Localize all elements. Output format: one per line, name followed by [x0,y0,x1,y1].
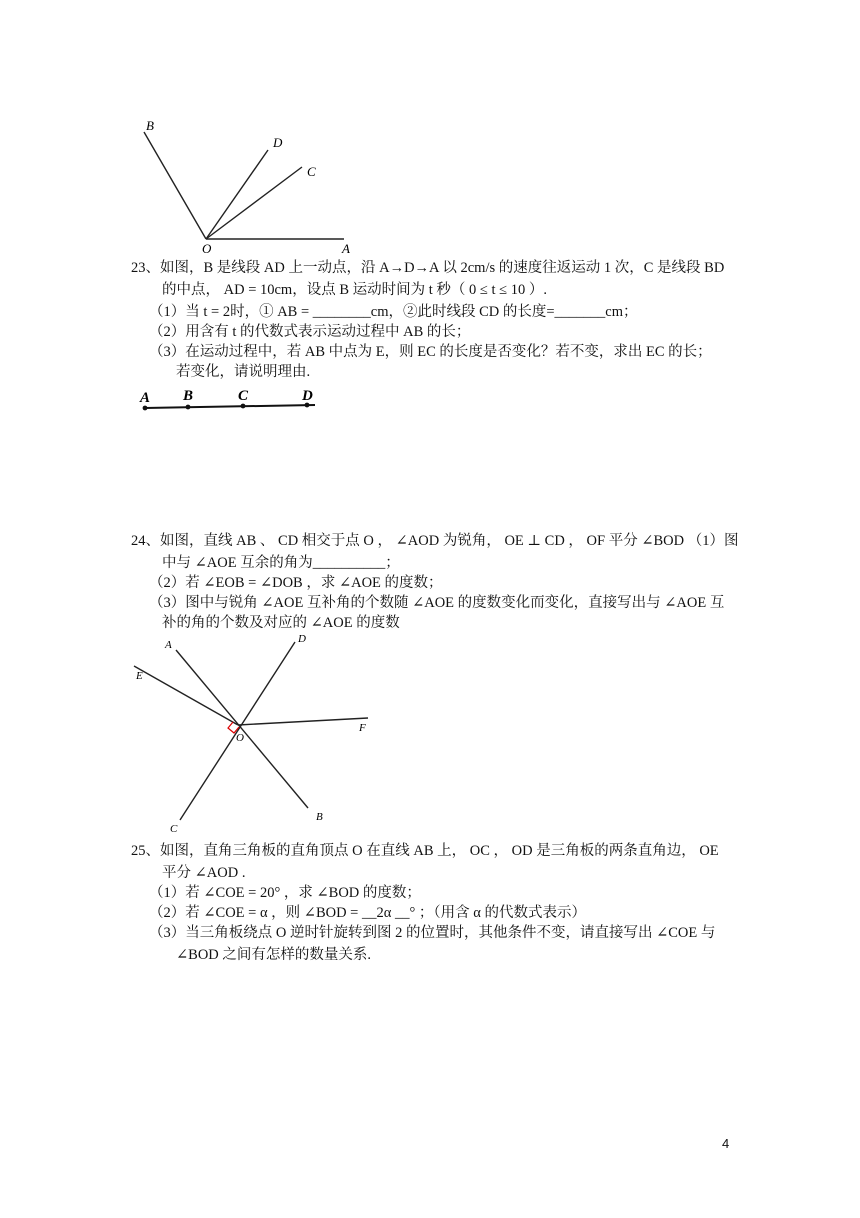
label-E: E [136,670,143,682]
q23-line6: 若变化，请说明理由. [176,364,311,380]
label-O: O [236,732,244,744]
page-number: 4 [722,1136,730,1151]
point-C [241,404,246,409]
point-B [186,405,191,410]
q24-line2: 中与 ∠AOE 互余的角为__________； [162,555,400,571]
label-F: F [359,722,366,734]
label-D: D [273,135,283,150]
point-A [143,406,148,411]
q23-line4: （2）用含有 t 的代数式表示运动过程中 AB 的长； [149,324,471,340]
ray-OE [134,666,238,725]
ray-OD [206,150,268,239]
q25-line5: （3）当三角板绕点 O 逆时针旋转到图 2 的位置时，其他条件不变，请直接写出 ∠COE 与 [149,925,716,941]
q25-line4: （2）若 ∠COE = α ，则 ∠BOD = __2α __° ；（用含 α 的代数式表示） [149,905,586,921]
q24-line3: （2）若 ∠EOB = ∠DOB ，求 ∠AOE 的度数； [149,575,443,591]
q24-line5: 补的角的个数及对应的 ∠AOE 的度数 [162,615,400,631]
label-B: B [146,118,154,133]
seg-label-B: B [183,388,194,404]
angle-figure [130,110,370,255]
line-CD [180,642,295,820]
ray-OF [238,718,368,725]
ray-OB [144,132,206,239]
q23-line5: （3）在运动过程中，若 AB 中点为 E，则 EC 的长度是否变化？若不变，求出 EC 的长； [149,344,712,360]
q25-line3: （1）若 ∠COE = 20° ，求 ∠BOD 的度数； [149,885,421,901]
q25-line1: 25、如图，直角三角板的直角顶点 O 在直线 AB 上， OC ， OD 是三角板的两条直角边， OE [131,843,719,859]
q23-line1: 23、如图，B 是线段 AD 上一动点，沿 A→D→A 以 2cm/s 的速度往返运动 1 次，C 是线段 BD [131,260,725,276]
q24-line4: （3）图中与锐角 ∠AOE 互补角的个数随 ∠AOE 的度数变化而变化，直接写出与 ∠AOE 互 [149,595,725,611]
label-A: A [165,639,172,651]
label-C: C [170,823,178,835]
seg-label-C: C [238,388,249,404]
label-O: O [202,241,212,255]
q23-line2: 的中点， AD = 10cm，设点 B 运动时间为 t 秒（ 0 ≤ t ≤ 10 ）. [162,282,547,298]
label-B: B [316,811,323,823]
segment-AD [145,405,315,408]
ray-OC [206,167,302,239]
intersecting-lines-figure [130,630,390,840]
seg-label-D: D [302,388,313,404]
label-C: C [307,164,316,179]
line-AB [176,650,308,808]
q24-line1: 24、如图，直线 AB 、 CD 相交于点 O ， ∠AOD 为锐角， OE ⊥ CD ， OF 平分 ∠BOD （1）图 [131,533,739,549]
label-A: A [342,241,350,255]
q25-line2: 平分 ∠AOD . [162,865,246,881]
seg-label-A: A [140,390,151,406]
q25-line6: ∠BOD 之间有怎样的数量关系. [176,947,372,963]
label-D: D [298,633,306,645]
segment-figure [135,385,335,420]
q23-line3: （1）当 t = 2时，① AB = ________cm，②此时线段 CD 的长度=_______cm； [149,304,638,320]
